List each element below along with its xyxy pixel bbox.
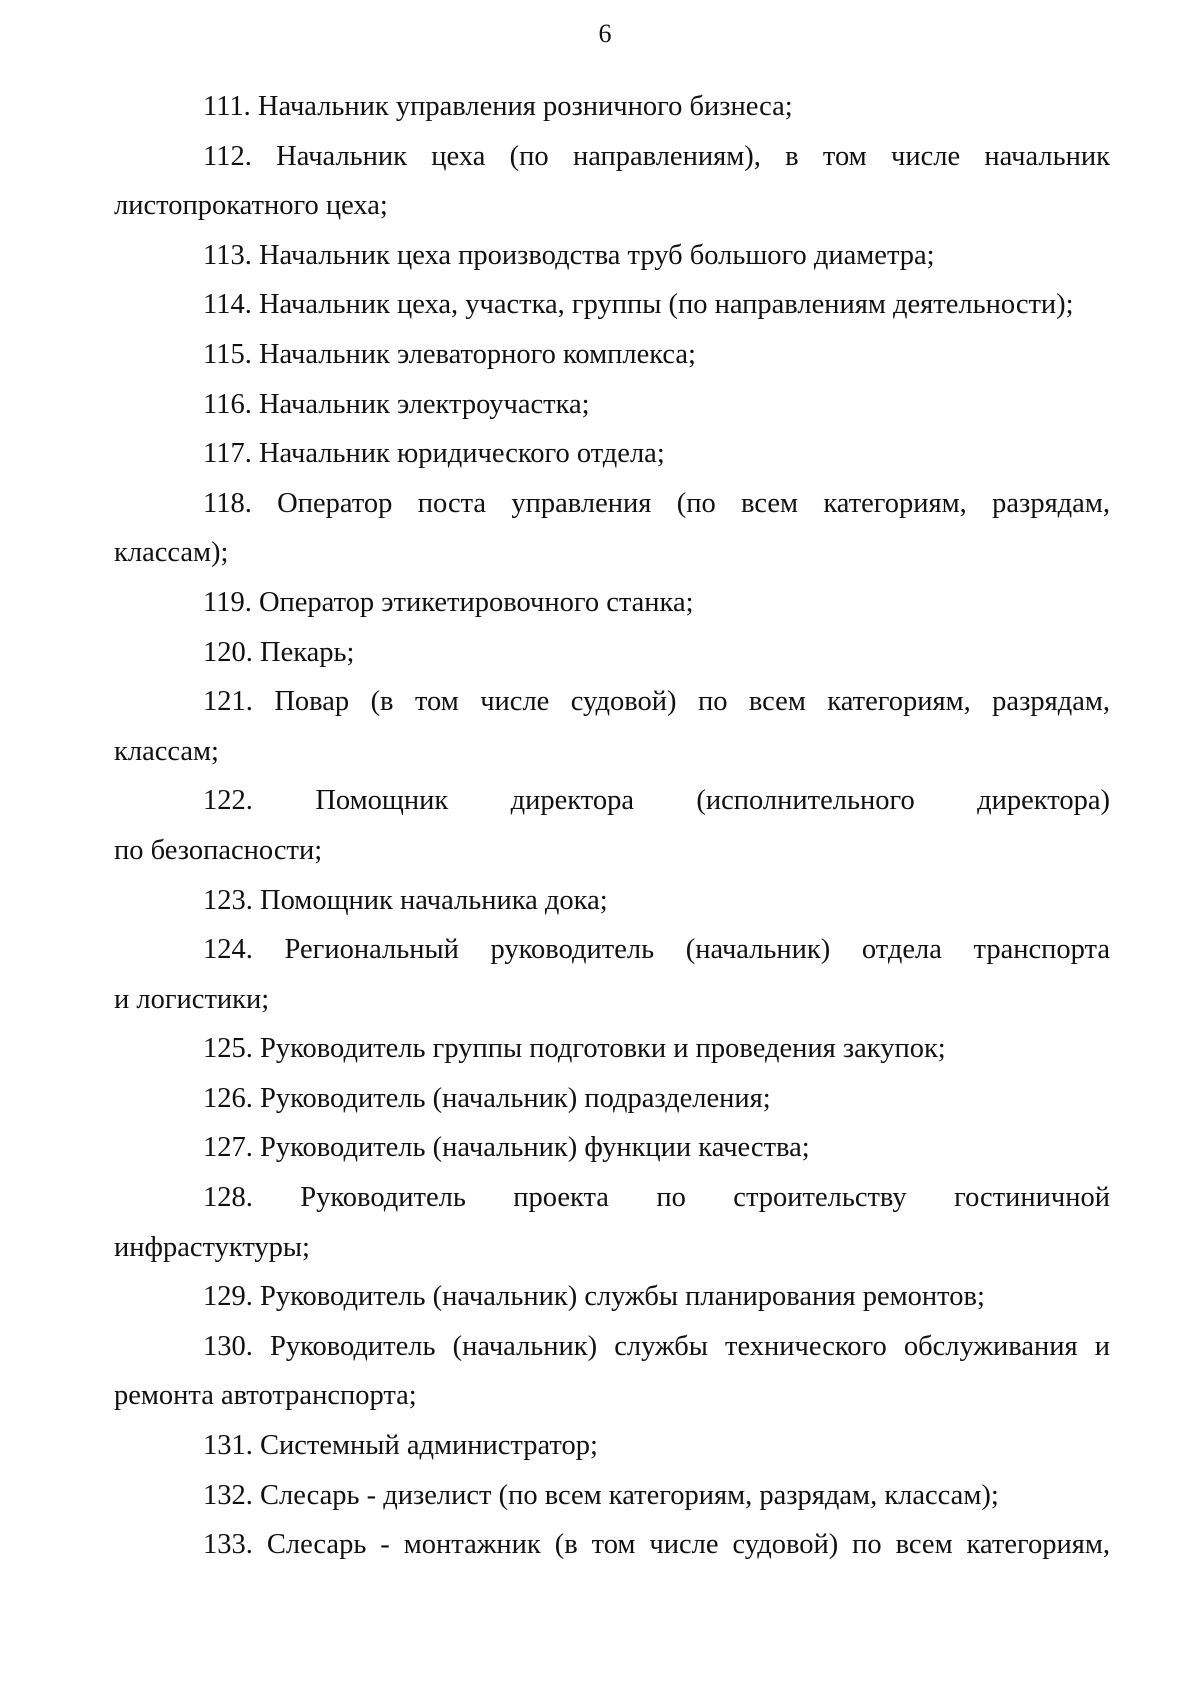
list-item-line: 114. Начальник цеха, участка, группы (по направлениям деятельности); [203, 289, 1074, 321]
list-item [114, 1471, 1110, 1521]
list-item [114, 231, 1110, 281]
list-item-line: классам; [114, 735, 219, 767]
list-item [114, 380, 1110, 430]
list-item-line: 126. Руководитель (начальник) подразделения; [203, 1082, 771, 1114]
list-item-line: листопрокатного цеха; [114, 190, 388, 222]
list-item-line: 112. Начальник цеха (по направлениям), в том числе начальник [203, 140, 1110, 172]
list-item [114, 925, 1110, 1024]
list-item-line: 133. Слесарь - монтажник (в том числе судовой) по всем категориям, [203, 1529, 1110, 1561]
list-item-line: 117. Начальник юридического отдела; [203, 438, 665, 470]
list-item-line: 125. Руководитель группы подготовки и проведения закупок; [203, 1033, 946, 1065]
list-item [114, 1272, 1110, 1322]
list-item-line: ремонта автотранспорта; [114, 1380, 417, 1412]
list-item [114, 1074, 1110, 1124]
list-item [114, 578, 1110, 628]
list-item-line: классам); [114, 537, 229, 569]
list-item-line: 131. Системный администратор; [203, 1430, 598, 1462]
list-item-line: 132. Слесарь - дизелист (по всем категориям, разрядам, классам); [203, 1479, 999, 1511]
list-item [114, 1123, 1110, 1173]
list-item-line: 128. Руководитель проекта по строительству гостиничной [203, 1182, 1110, 1214]
list-item-line: 111. Начальник управления розничного бизнеса; [203, 91, 793, 122]
list-item [114, 1520, 1110, 1570]
list-item-line: 119. Оператор этикетировочного станка; [203, 586, 694, 618]
list-item-line: инфрастуктуры; [114, 1231, 310, 1263]
list-item [114, 330, 1110, 380]
list-item-line: 129. Руководитель (начальник) службы планирования ремонтов; [203, 1281, 985, 1313]
list-item-line: 120. Пекарь; [203, 636, 355, 668]
list-item [114, 479, 1110, 578]
list-item [114, 280, 1110, 330]
list-item [114, 1024, 1110, 1074]
page-number: 6 [598, 19, 612, 48]
list-item-line: 118. Оператор поста управления (по всем категориям, разрядам, [203, 487, 1110, 519]
list-item-line: 127. Руководитель (начальник) функции качества; [203, 1132, 810, 1164]
list-item-line: 124. Региональный руководитель (начальник) отдела транспорта [203, 934, 1110, 966]
list-item-line: 123. Помощник начальника дока; [203, 884, 608, 916]
list-item-line: 113. Начальник цеха производства труб большого диаметра; [203, 239, 935, 271]
list-item-line: 116. Начальник электроучастка; [203, 388, 590, 420]
list-item-line: 121. Повар (в том числе судовой) по всем категориям, разрядам, [203, 686, 1110, 718]
list-item [114, 776, 1110, 875]
list-item-line: по безопасности; [114, 834, 323, 866]
list-item-line: 130. Руководитель (начальник) службы технического обслуживания и [203, 1330, 1110, 1362]
list-item [114, 82, 1110, 132]
list-item [114, 132, 1110, 231]
list-item-line: и логистики; [114, 983, 270, 1015]
list-item [114, 1421, 1110, 1471]
list-item [114, 628, 1110, 678]
occupation-list [114, 82, 1110, 1570]
list-item [114, 429, 1110, 479]
list-item-line: 122. Помощник директора (исполнительного директора) [203, 785, 1110, 817]
list-item [114, 876, 1110, 926]
list-item [114, 1322, 1110, 1421]
list-item [114, 1173, 1110, 1272]
list-item-line: 115. Начальник элеваторного комплекса; [203, 338, 696, 370]
list-item [114, 677, 1110, 776]
